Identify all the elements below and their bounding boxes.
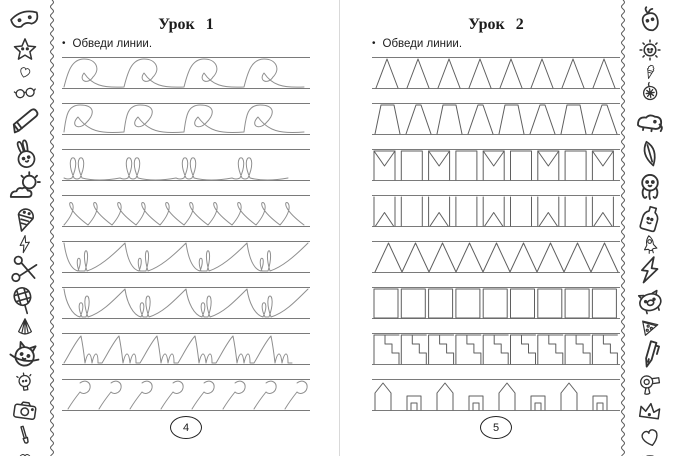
zigzag-border-left (48, 0, 56, 456)
sun-cloud-icon (8, 170, 42, 204)
instruction (372, 38, 462, 50)
trace-row-dense-loops (62, 194, 310, 228)
trace-row-gate-peak (372, 194, 620, 228)
pencil-icon (5, 102, 43, 140)
scissors-icon (6, 252, 42, 288)
pen-icon (628, 334, 670, 376)
instruction (62, 38, 152, 50)
left-doodle-border (1, 0, 48, 456)
octopus-icon (633, 170, 667, 204)
trace-rows-left (62, 56, 310, 412)
trace-row-houses-meander (372, 378, 620, 412)
bullet-icon: • (372, 38, 376, 49)
trace-rows-right (372, 56, 620, 412)
instruction-text: Обведи линии. (382, 38, 463, 50)
trace-row-open-loops (62, 148, 310, 182)
elephant-cloud-icon (630, 102, 668, 140)
instruction-text: Обведи линии. (72, 38, 153, 50)
page-right (370, 0, 622, 456)
radish-icon (630, 0, 670, 40)
page-number-badge (480, 416, 512, 439)
trace-row-wave-humps (62, 56, 310, 90)
trace-row-hook-slash (62, 378, 310, 412)
star-icon (11, 36, 39, 64)
camera-icon (9, 394, 41, 426)
trace-row-stairs (372, 332, 620, 366)
watering-can-icon (641, 450, 659, 456)
page-title: Урок 2 (468, 16, 524, 33)
page-number: 4 (182, 421, 190, 434)
heart-icon (16, 450, 34, 456)
right-doodle-border (626, 0, 673, 456)
page-title: Урок 1 (158, 16, 214, 33)
bullet-icon: • (62, 38, 66, 49)
lightning-icon (631, 252, 667, 288)
trace-row-cup-loops-large (62, 286, 310, 320)
bottle-icon (631, 200, 668, 237)
trace-row-triangles-spaced (372, 56, 620, 90)
page-left (60, 0, 312, 456)
trace-row-wave-slant (62, 102, 310, 136)
page-gutter (339, 0, 340, 456)
sun-icon (636, 36, 664, 64)
page-number: 5 (492, 421, 500, 434)
trace-row-m-gate (372, 148, 620, 182)
ice-cream-icon (6, 200, 43, 237)
sleep-mask-icon (5, 0, 45, 40)
cat-icon (3, 334, 45, 376)
trace-row-trapezoids (372, 102, 620, 136)
crown-icon (634, 394, 666, 426)
page-number-badge (170, 416, 202, 439)
trace-row-zigzag (372, 240, 620, 274)
trace-row-squares (372, 286, 620, 320)
trace-row-zigzag-w (62, 332, 310, 366)
trace-row-cup-loops (62, 240, 310, 274)
